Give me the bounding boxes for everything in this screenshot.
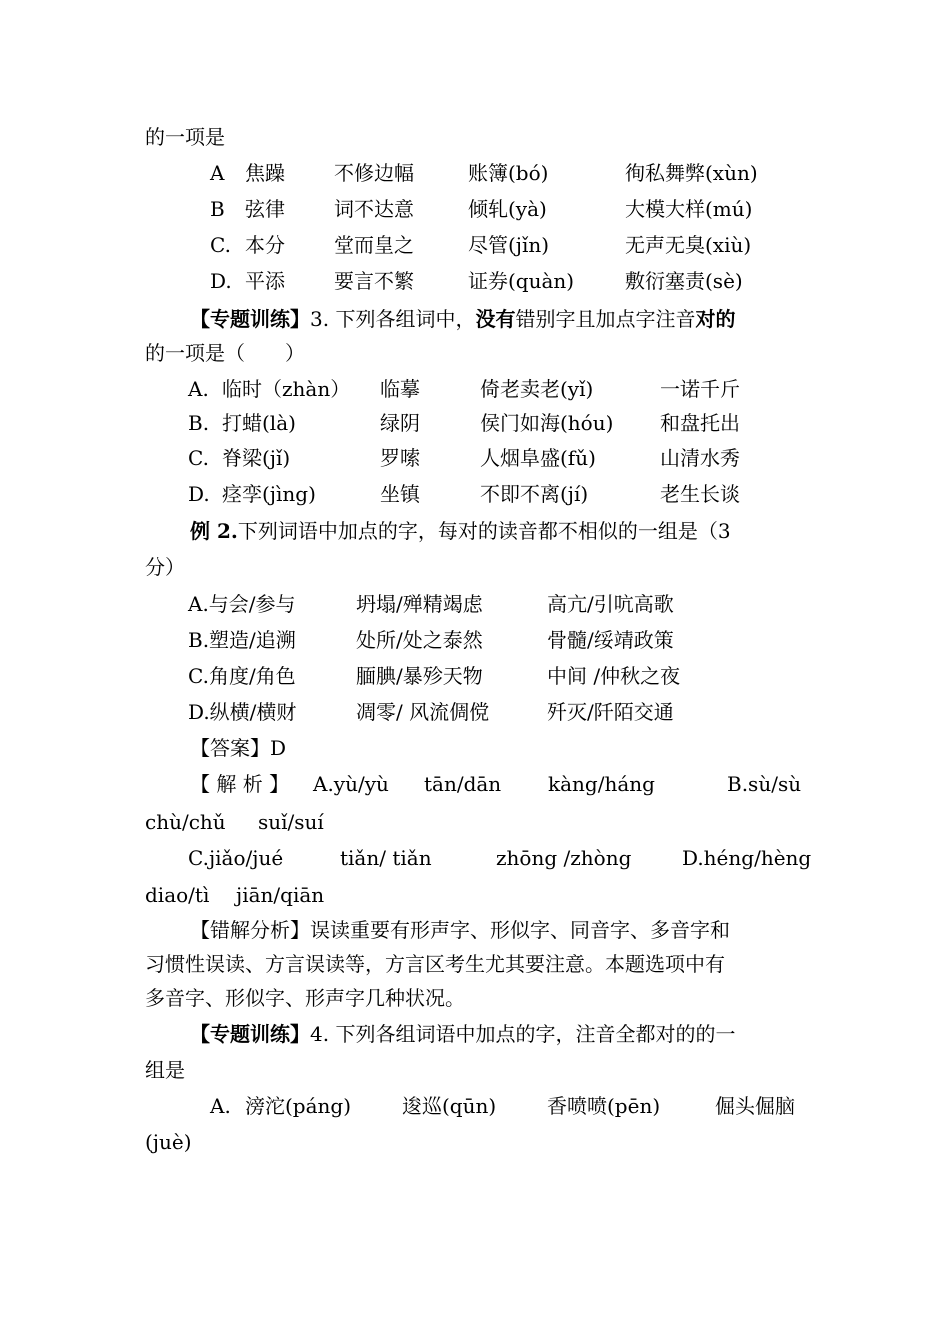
option-word: 不即不离(jí)	[480, 482, 589, 506]
option-group: 坍塌/殚精竭虑	[356, 592, 483, 616]
pinyin: A.yù/yù	[313, 772, 389, 796]
stem-text: 下列各组词中，	[329, 307, 476, 331]
option-word: 临摹	[380, 377, 420, 401]
q4-option-wrap: (juè)	[145, 1130, 192, 1154]
option-group: D.纵横/横财	[188, 700, 297, 724]
error-analysis-line-3: 多音字、形似字、形声字几种状况。	[145, 986, 465, 1010]
option-word: 滂沱(páng)	[245, 1094, 352, 1118]
training-tag: 【专题训练】	[190, 307, 310, 331]
option-group: 骨髓/绥靖政策	[547, 628, 674, 652]
error-analysis-line-1: 【错解分析】误读重要有形声字、形似字、同音字、多音字和	[190, 918, 730, 942]
option-word: 罗嗦	[380, 446, 420, 470]
option-word: 不修边幅	[334, 161, 414, 185]
training-tag: 【专题训练】	[190, 1022, 310, 1046]
pinyin: C.jiǎo/jué	[188, 846, 284, 870]
option-label: A	[210, 161, 225, 185]
option-word: 倾轧(yà)	[468, 197, 547, 221]
pinyin: tiǎn/ tiǎn	[340, 846, 432, 870]
option-word: 逡巡(qūn)	[402, 1094, 497, 1118]
question-3-stem-tail: 的一项是（ ）	[145, 341, 305, 365]
pinyin: chù/chǔ	[145, 810, 226, 834]
option-word: 坐镇	[380, 482, 420, 506]
option-word: 焦躁	[245, 161, 285, 185]
pinyin: D.héng/hèng	[682, 846, 812, 870]
option-word: 弦律	[245, 197, 285, 221]
option-word: 倔头倔脑	[715, 1094, 795, 1118]
option-word: 一诺千斤	[660, 377, 740, 401]
pinyin: diao/tì	[145, 883, 210, 907]
option-group: 中间 /仲秋之夜	[547, 664, 681, 688]
option-label: D.	[210, 269, 232, 293]
option-word: 老生长谈	[660, 482, 740, 506]
option-word: 脊梁(jǐ)	[222, 446, 291, 470]
pinyin: jiān/qiān	[236, 883, 325, 907]
option-word: 尽管(jǐn)	[468, 233, 550, 257]
error-analysis-line-2: 习惯性误读、方言误读等，方言区考生尤其要注意。本题选项中有	[145, 952, 725, 976]
option-group: A.与会/参与	[188, 592, 296, 616]
question-4-stem-tail: 组是	[145, 1058, 185, 1082]
question-number: 4.	[310, 1022, 330, 1046]
question-4-stem	[190, 1021, 735, 1047]
emphasis-text: 对的	[695, 307, 736, 331]
option-word: 绿阴	[380, 411, 420, 435]
option-group: 处所/处之泰然	[356, 628, 483, 652]
option-word: 要言不繁	[334, 269, 414, 293]
question-3-stem	[190, 306, 735, 332]
option-group: B.塑造/追溯	[188, 628, 296, 652]
option-word: 证券(quàn)	[468, 269, 575, 293]
stem-text: 下列各组词语中加点的字，注音全都对的的一	[329, 1022, 736, 1046]
option-word: 徇私舞弊(xùn)	[625, 161, 758, 185]
option-word: 山清水秀	[660, 446, 740, 470]
option-group: 高亢/引吭高歌	[547, 592, 674, 616]
pinyin: zhōng /zhòng	[496, 846, 632, 870]
option-label: B.	[188, 411, 210, 435]
option-word: 打蜡(là)	[222, 411, 296, 435]
option-word: 痉孪(jìng)	[222, 482, 316, 506]
pinyin: suǐ/suí	[258, 810, 324, 834]
example-2-stem	[190, 518, 731, 544]
option-group: C.角度/角色	[188, 664, 296, 688]
question-stem-tail: 的一项是	[145, 125, 225, 149]
option-word: 临时（zhàn）	[222, 377, 351, 401]
option-word: 大模大样(mú)	[625, 197, 753, 221]
option-word: 香喷喷(pēn)	[547, 1094, 661, 1118]
option-group: 歼灭/阡陌交通	[547, 700, 674, 724]
option-word: 账簿(bó)	[468, 161, 549, 185]
pinyin: B.sù/sù	[727, 772, 802, 796]
option-word: 本分	[245, 233, 285, 257]
option-word: 无声无臭(xiù)	[625, 233, 752, 257]
option-word: 人烟阜盛(fǔ)	[480, 446, 596, 470]
option-label: C.	[210, 233, 231, 257]
example-tag: 例 2.	[190, 519, 238, 543]
option-label: A.	[210, 1094, 231, 1118]
analysis-tag: 【 解 析 】	[190, 772, 290, 796]
option-label: C.	[188, 446, 209, 470]
answer-line: 【答案】D	[190, 736, 287, 760]
pinyin: tān/dān	[424, 772, 502, 796]
option-word: 堂而皇之	[334, 233, 414, 257]
example-2-stem-tail: 分）	[145, 555, 185, 579]
option-label: B	[210, 197, 225, 221]
option-word: 侯门如海(hóu)	[480, 411, 614, 435]
option-word: 平添	[245, 269, 285, 293]
option-group: 凋零/ 风流倜傥	[356, 700, 490, 724]
option-word: 词不达意	[334, 197, 414, 221]
option-word: 和盘托出	[660, 411, 740, 435]
pinyin: kàng/háng	[548, 772, 655, 796]
option-label: D.	[188, 482, 210, 506]
emphasis-text: 没有	[475, 307, 516, 331]
option-group: 腼腆/暴殄天物	[356, 664, 483, 688]
option-label: A.	[188, 377, 209, 401]
option-word: 敷衍塞责(sè)	[625, 269, 743, 293]
question-number: 3.	[310, 307, 330, 331]
stem-text: 下列词语中加点的字，每对的读音都不相似的一组是（3	[237, 519, 731, 543]
stem-text: 错别字且加点字注音	[515, 307, 696, 331]
option-word: 倚老卖老(yǐ)	[480, 377, 594, 401]
